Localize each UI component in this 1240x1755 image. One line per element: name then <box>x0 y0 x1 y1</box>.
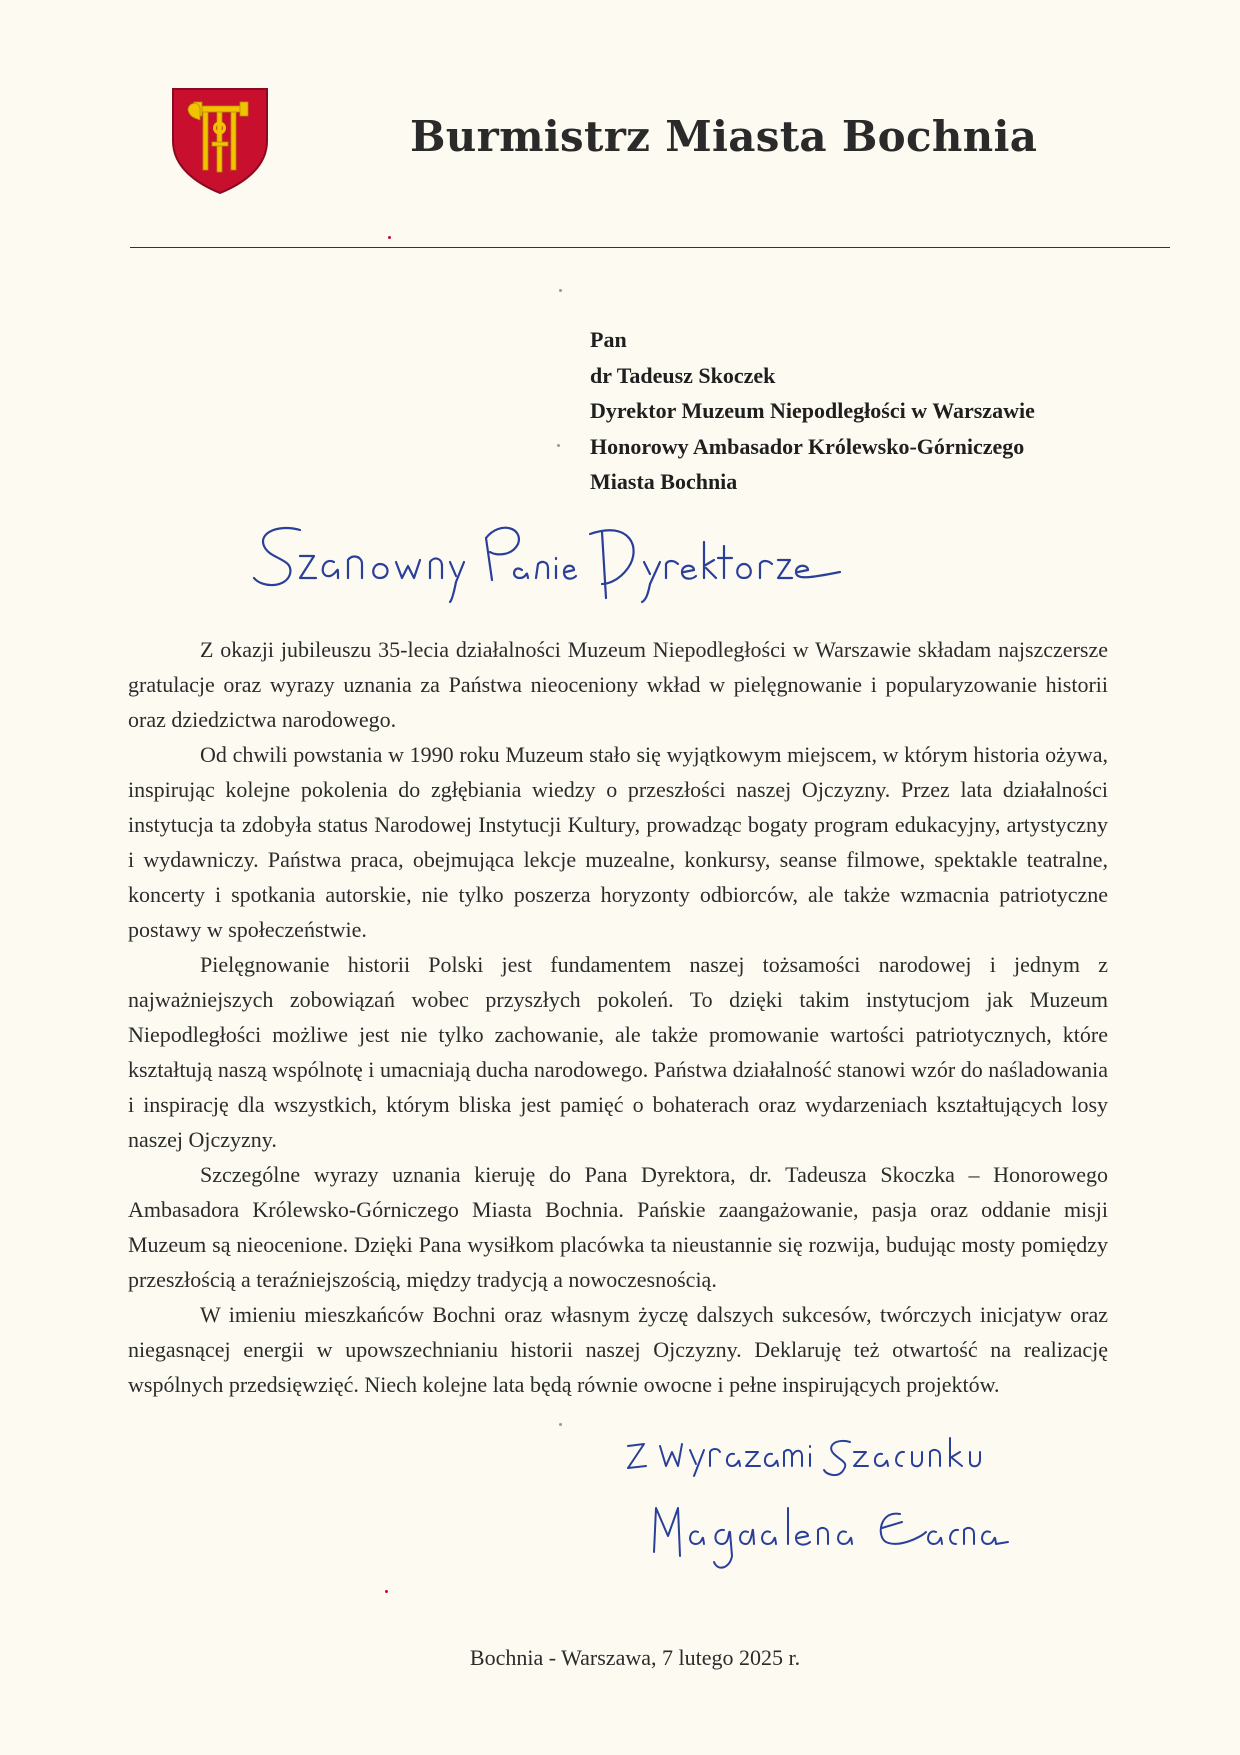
body-paragraph: Pielęgnowanie historii Polski jest fundamentem naszej tożsamości narodowej i jednym z najważniejszych zobowiązań wobec przyszłych pokoleń. To dzięki takim instytucjom jak Muzeum Niepodległości możliwe jest nie tylko zachowanie, ale także promowanie wartości patriotycznych, które kształtują naszą wspólnotę i umacniają ducha narodowego. Państwa działalność stanowi wzór do naśladowania i inspirację dla wszystkich, którym bliska jest pamięć o bohaterach oraz wydarzeniach kształtujących losy naszej Ojczyzny. <box>128 952 1108 1152</box>
paper-speck <box>557 444 560 447</box>
addressee-line: Miasta Bochnia <box>590 469 738 494</box>
page-title: Burmistrz Miasta Bochnia <box>410 112 1038 161</box>
handwritten-salutation <box>250 512 860 604</box>
header-divider <box>130 247 1170 248</box>
paper-speck <box>388 236 391 239</box>
paper-speck <box>559 289 562 292</box>
body-paragraph: Od chwili powstania w 1990 roku Muzeum stało się wyjątkowym miejscem, w którym historia ożywa, inspirując kolejne pokolenia do zgłębiania wiedzy o przeszłości naszej Ojczyzny. Przez lata działalności instytucja ta zdobyła status Narodowej Instytucji Kultury, prowadząc bogaty program edukacyjny, artystyczny i wydawniczy. Państwa praca, obejmująca lekcje muzealne, konkursy, seanse filmowe, spektakle teatralne, koncerty i spotkania autorskie, nie tylko poszerza horyzonty odbiorców, ale także wzmacnia patriotyczne postawy w społeczeństwie. <box>128 742 1108 942</box>
handwritten-signature <box>620 1432 1040 1602</box>
body-paragraph: Szczególne wyrazy uznania kieruję do Pana Dyrektora, dr. Tadeusza Skoczka – Honorowego Ambasadora Królewsko-Górniczego Miasta Bochnia. Pańskie zaangażowanie, pasja oraz oddanie misji Muzeum są nieocenione. Dzięki Pana wysiłkom placówka ta nieustannie się rozwija, budując mosty pomiędzy przeszłością a teraźniejszością, między tradycją a nowoczesnością. <box>128 1162 1108 1292</box>
addressee-line: Honorowy Ambasador Królewsko-Górniczego <box>590 433 1025 459</box>
place-and-date <box>0 1645 1240 1671</box>
paper-speck <box>385 1590 388 1593</box>
paper-speck <box>559 1423 562 1426</box>
letter-body <box>128 632 1108 1402</box>
addressee-line: dr Tadeusz Skoczek <box>590 362 776 388</box>
body-paragraph: W imieniu mieszkańców Bochni oraz własnym życzę dalszych sukcesów, twórczych inicjatyw oraz niegasnącej energii w upowszechnianiu historii naszej Ojczyzny. Deklaruję też otwartość na realizację wspólnych przedsięwzięć. Niech kolejne lata będą równie owocne i pełne inspirujących projektów. <box>128 1302 1108 1397</box>
body-paragraph: Z okazji jubileuszu 35-lecia działalności Muzeum Niepodległości w Warszawie składam najszczersze gratulacje oraz wyrazy uznania za Państwa nieoceniony wkład w pielęgnowanie i popularyzowanie historii oraz dziedzictwa narodowego. <box>128 637 1108 732</box>
place-date-text: Bochnia - Warszawa, 7 lutego 2025 r. <box>469 1645 801 1670</box>
addressee-block <box>590 322 1035 500</box>
addressee-line: Pan <box>590 327 627 352</box>
bochnia-coat-of-arms-icon <box>170 86 270 196</box>
addressee-line: Dyrektor Muzeum Niepodległości w Warszawie <box>590 398 1035 423</box>
